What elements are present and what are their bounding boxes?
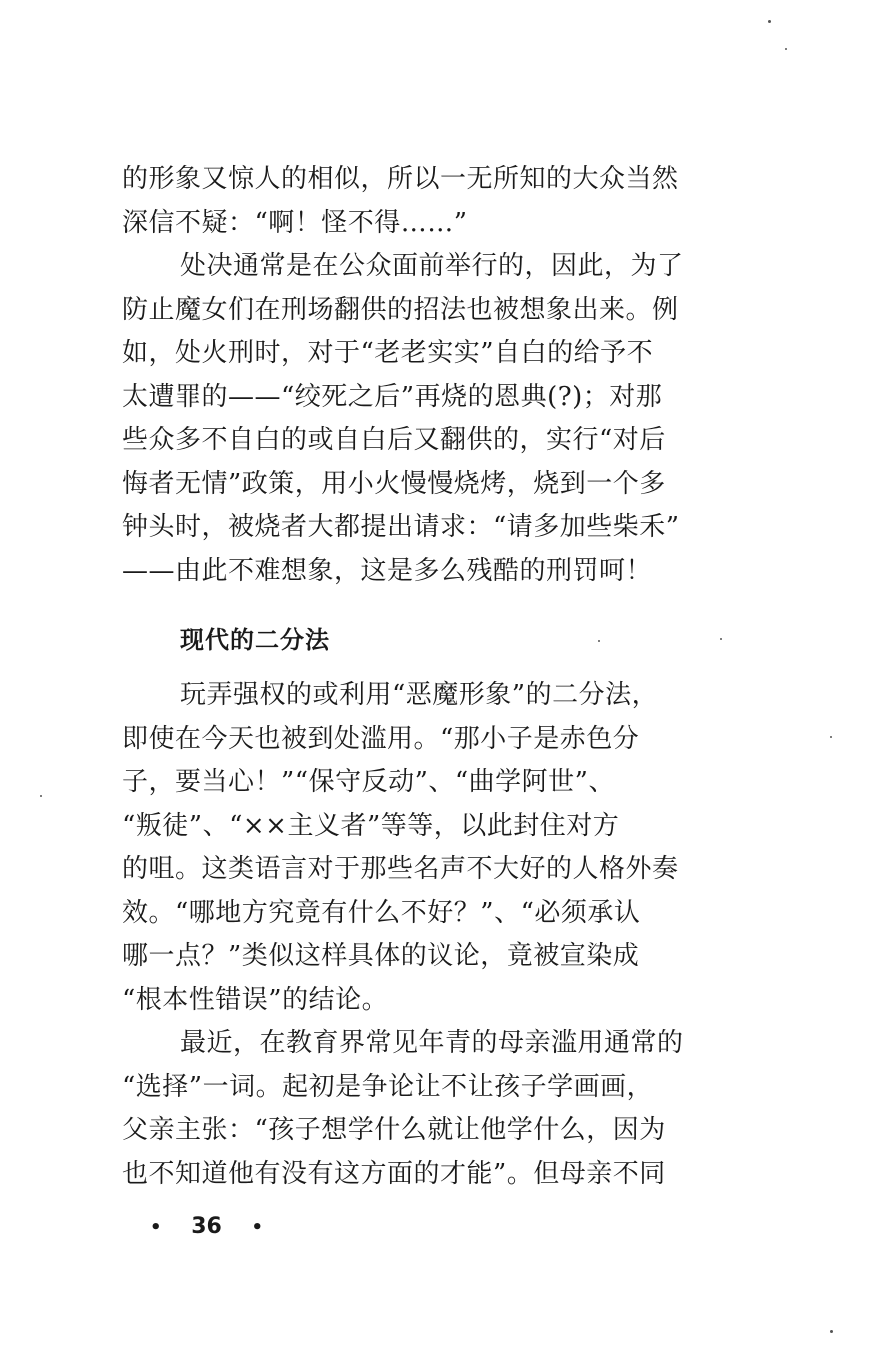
text-line: 的咀。这类语言对于那些名声不大好的人格外奏 (122, 854, 679, 884)
text-line: 防止魔女们在刑场翻供的招法也被想象出来。例 (122, 294, 679, 325)
text-line: “选择”一词。起初是争论让不让孩子学画画， (122, 1071, 654, 1102)
body-text-top (122, 158, 722, 593)
text-line: 最近，在教育界常见年青的母亲滥用通常的 (180, 1028, 684, 1058)
text-line: 效。“哪地方究竟有什么不好？”、“必须承认 (122, 897, 641, 928)
text-line: 也不知道他有没有这方面的才能”。但母亲不同 (122, 1158, 666, 1189)
body-text-bottom (122, 674, 722, 1196)
text-line: 悔者无情”政策，用小火慢慢烧烤，烧到一个多 (122, 468, 666, 499)
scan-speck (830, 1330, 833, 1333)
text-line: ——由此不难想象，这是多么残酷的刑罚呵！ (122, 555, 653, 586)
text-line: “根本性错误”的结论。 (122, 984, 389, 1015)
section-heading: 现代的二分法 (180, 626, 330, 654)
text-line: 如，处火刑时，对于“老老实实”自白的给予不 (122, 338, 654, 368)
page-number-dot-right: • (251, 1217, 263, 1238)
page-number-footer (150, 1212, 263, 1243)
page-number: 36 (191, 1214, 222, 1239)
text-line: 深信不疑：“啊！怪不得……” (122, 207, 468, 238)
text-line: 父亲主张：“孩子想学什么就让他学什么，因为 (122, 1115, 666, 1145)
text-line: “叛徒”、“××主义者”等等，以此封住对方 (122, 810, 620, 841)
page-number-dot-left: • (150, 1217, 162, 1238)
text-line: 些众多不自白的或自白后又翻供的，实行“对后 (122, 425, 666, 455)
scan-speck (40, 795, 42, 797)
text-line: 玩弄强权的或利用“恶魔形象”的二分法， (180, 680, 659, 710)
scan-speck (830, 736, 832, 738)
scan-speck (768, 20, 771, 23)
text-line: 即使在今天也被到处滥用。“那小子是赤色分 (122, 723, 640, 754)
scan-speck (720, 638, 722, 640)
text-line: 子，要当心！”“保守反动”、“曲学阿世”、 (122, 767, 615, 797)
text-line: 处决通常是在公众面前举行的，因此，为了 (180, 251, 684, 281)
text-line: 的形象又惊人的相似，所以一无所知的大众当然 (122, 164, 679, 194)
scan-speck (785, 48, 787, 50)
text-line: 哪一点？”类似这样具体的议论，竟被宣染成 (122, 941, 640, 971)
text-line: 钟头时，被烧者大都提出请求：“请多加些柴禾” (122, 512, 680, 542)
text-line: 太遭罪的——“绞死之后”再烧的恩典(?)；对那 (122, 381, 663, 412)
scan-speck (598, 640, 600, 642)
